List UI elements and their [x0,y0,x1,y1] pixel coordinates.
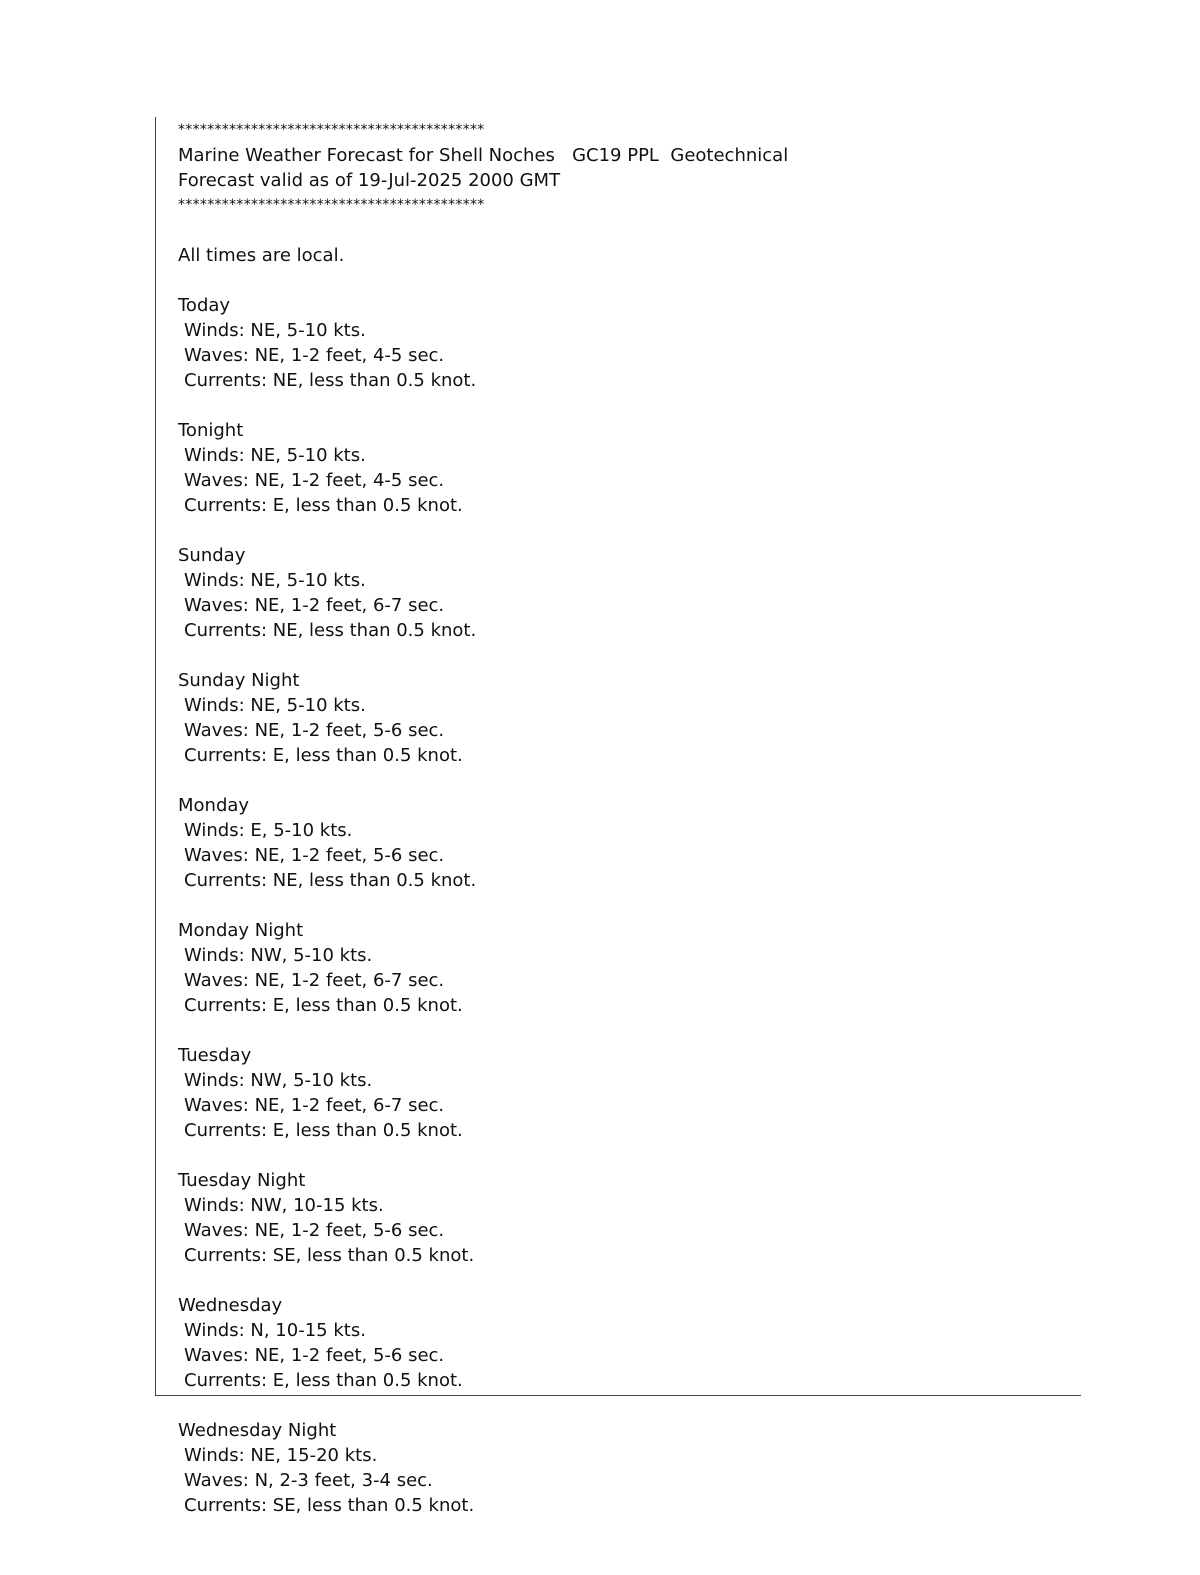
forecast-period [178,293,1078,393]
forecast-title: Marine Weather Forecast for Shell Noches GC19 PPL Geotechnical [178,145,789,166]
currents-line: Currents: SE, less than 0.5 knot. [184,1245,475,1266]
winds-line: Winds: NE, 15-20 kts. [184,1445,378,1466]
waves-line: Waves: NE, 1-2 feet, 6-7 sec. [184,1095,445,1116]
period-name: Wednesday [178,1295,283,1316]
winds-line: Winds: NE, 5-10 kts. [184,320,366,341]
times-note: All times are local. [178,245,345,266]
period-name: Tuesday Night [178,1170,306,1191]
waves-line: Waves: N, 2-3 feet, 3-4 sec. [184,1470,433,1491]
currents-line: Currents: E, less than 0.5 knot. [184,995,463,1016]
currents-line: Currents: E, less than 0.5 knot. [184,745,463,766]
forecast-period [178,1043,1078,1143]
forecast-content [178,118,1078,1518]
forecast-period [178,918,1078,1018]
period-name: Monday Night [178,920,304,941]
winds-line: Winds: NE, 5-10 kts. [184,570,366,591]
winds-line: Winds: N, 10-15 kts. [184,1320,366,1341]
period-name: Tonight [178,420,244,441]
waves-line: Waves: NE, 1-2 feet, 5-6 sec. [184,1345,445,1366]
forecast-period [178,793,1078,893]
period-name: Wednesday Night [178,1420,337,1441]
forecast-period [178,418,1078,518]
waves-line: Waves: NE, 1-2 feet, 6-7 sec. [184,970,445,991]
currents-line: Currents: SE, less than 0.5 knot. [184,1495,475,1516]
waves-line: Waves: NE, 1-2 feet, 5-6 sec. [184,1220,445,1241]
currents-line: Currents: E, less than 0.5 knot. [184,1370,463,1391]
waves-line: Waves: NE, 1-2 feet, 4-5 sec. [184,345,445,366]
forecast-valid-time: Forecast valid as of 19-Jul-2025 2000 GMT [178,170,561,191]
period-name: Tuesday [178,1045,252,1066]
waves-line: Waves: NE, 1-2 feet, 4-5 sec. [184,470,445,491]
winds-line: Winds: NE, 5-10 kts. [184,695,366,716]
currents-line: Currents: NE, less than 0.5 knot. [184,370,477,391]
currents-line: Currents: E, less than 0.5 knot. [184,495,463,516]
forecast-period [178,1418,1078,1518]
winds-line: Winds: NW, 10-15 kts. [184,1195,384,1216]
header-stars-top: ****************************************** [178,122,485,138]
currents-line: Currents: NE, less than 0.5 knot. [184,870,477,891]
period-name: Monday [178,795,250,816]
forecast-period [178,543,1078,643]
forecast-period [178,1293,1078,1393]
winds-line: Winds: NW, 5-10 kts. [184,1070,373,1091]
waves-line: Waves: NE, 1-2 feet, 5-6 sec. [184,845,445,866]
winds-line: Winds: NW, 5-10 kts. [184,945,373,966]
period-name: Sunday Night [178,670,300,691]
forecast-period [178,1168,1078,1268]
currents-line: Currents: E, less than 0.5 knot. [184,1120,463,1141]
waves-line: Waves: NE, 1-2 feet, 5-6 sec. [184,720,445,741]
winds-line: Winds: E, 5-10 kts. [184,820,353,841]
winds-line: Winds: NE, 5-10 kts. [184,445,366,466]
period-name: Sunday [178,545,246,566]
left-border-line [155,117,156,1395]
period-name: Today [178,295,231,316]
waves-line: Waves: NE, 1-2 feet, 6-7 sec. [184,595,445,616]
currents-line: Currents: NE, less than 0.5 knot. [184,620,477,641]
forecast-period [178,668,1078,768]
header-stars-bottom: ****************************************** [178,197,485,213]
